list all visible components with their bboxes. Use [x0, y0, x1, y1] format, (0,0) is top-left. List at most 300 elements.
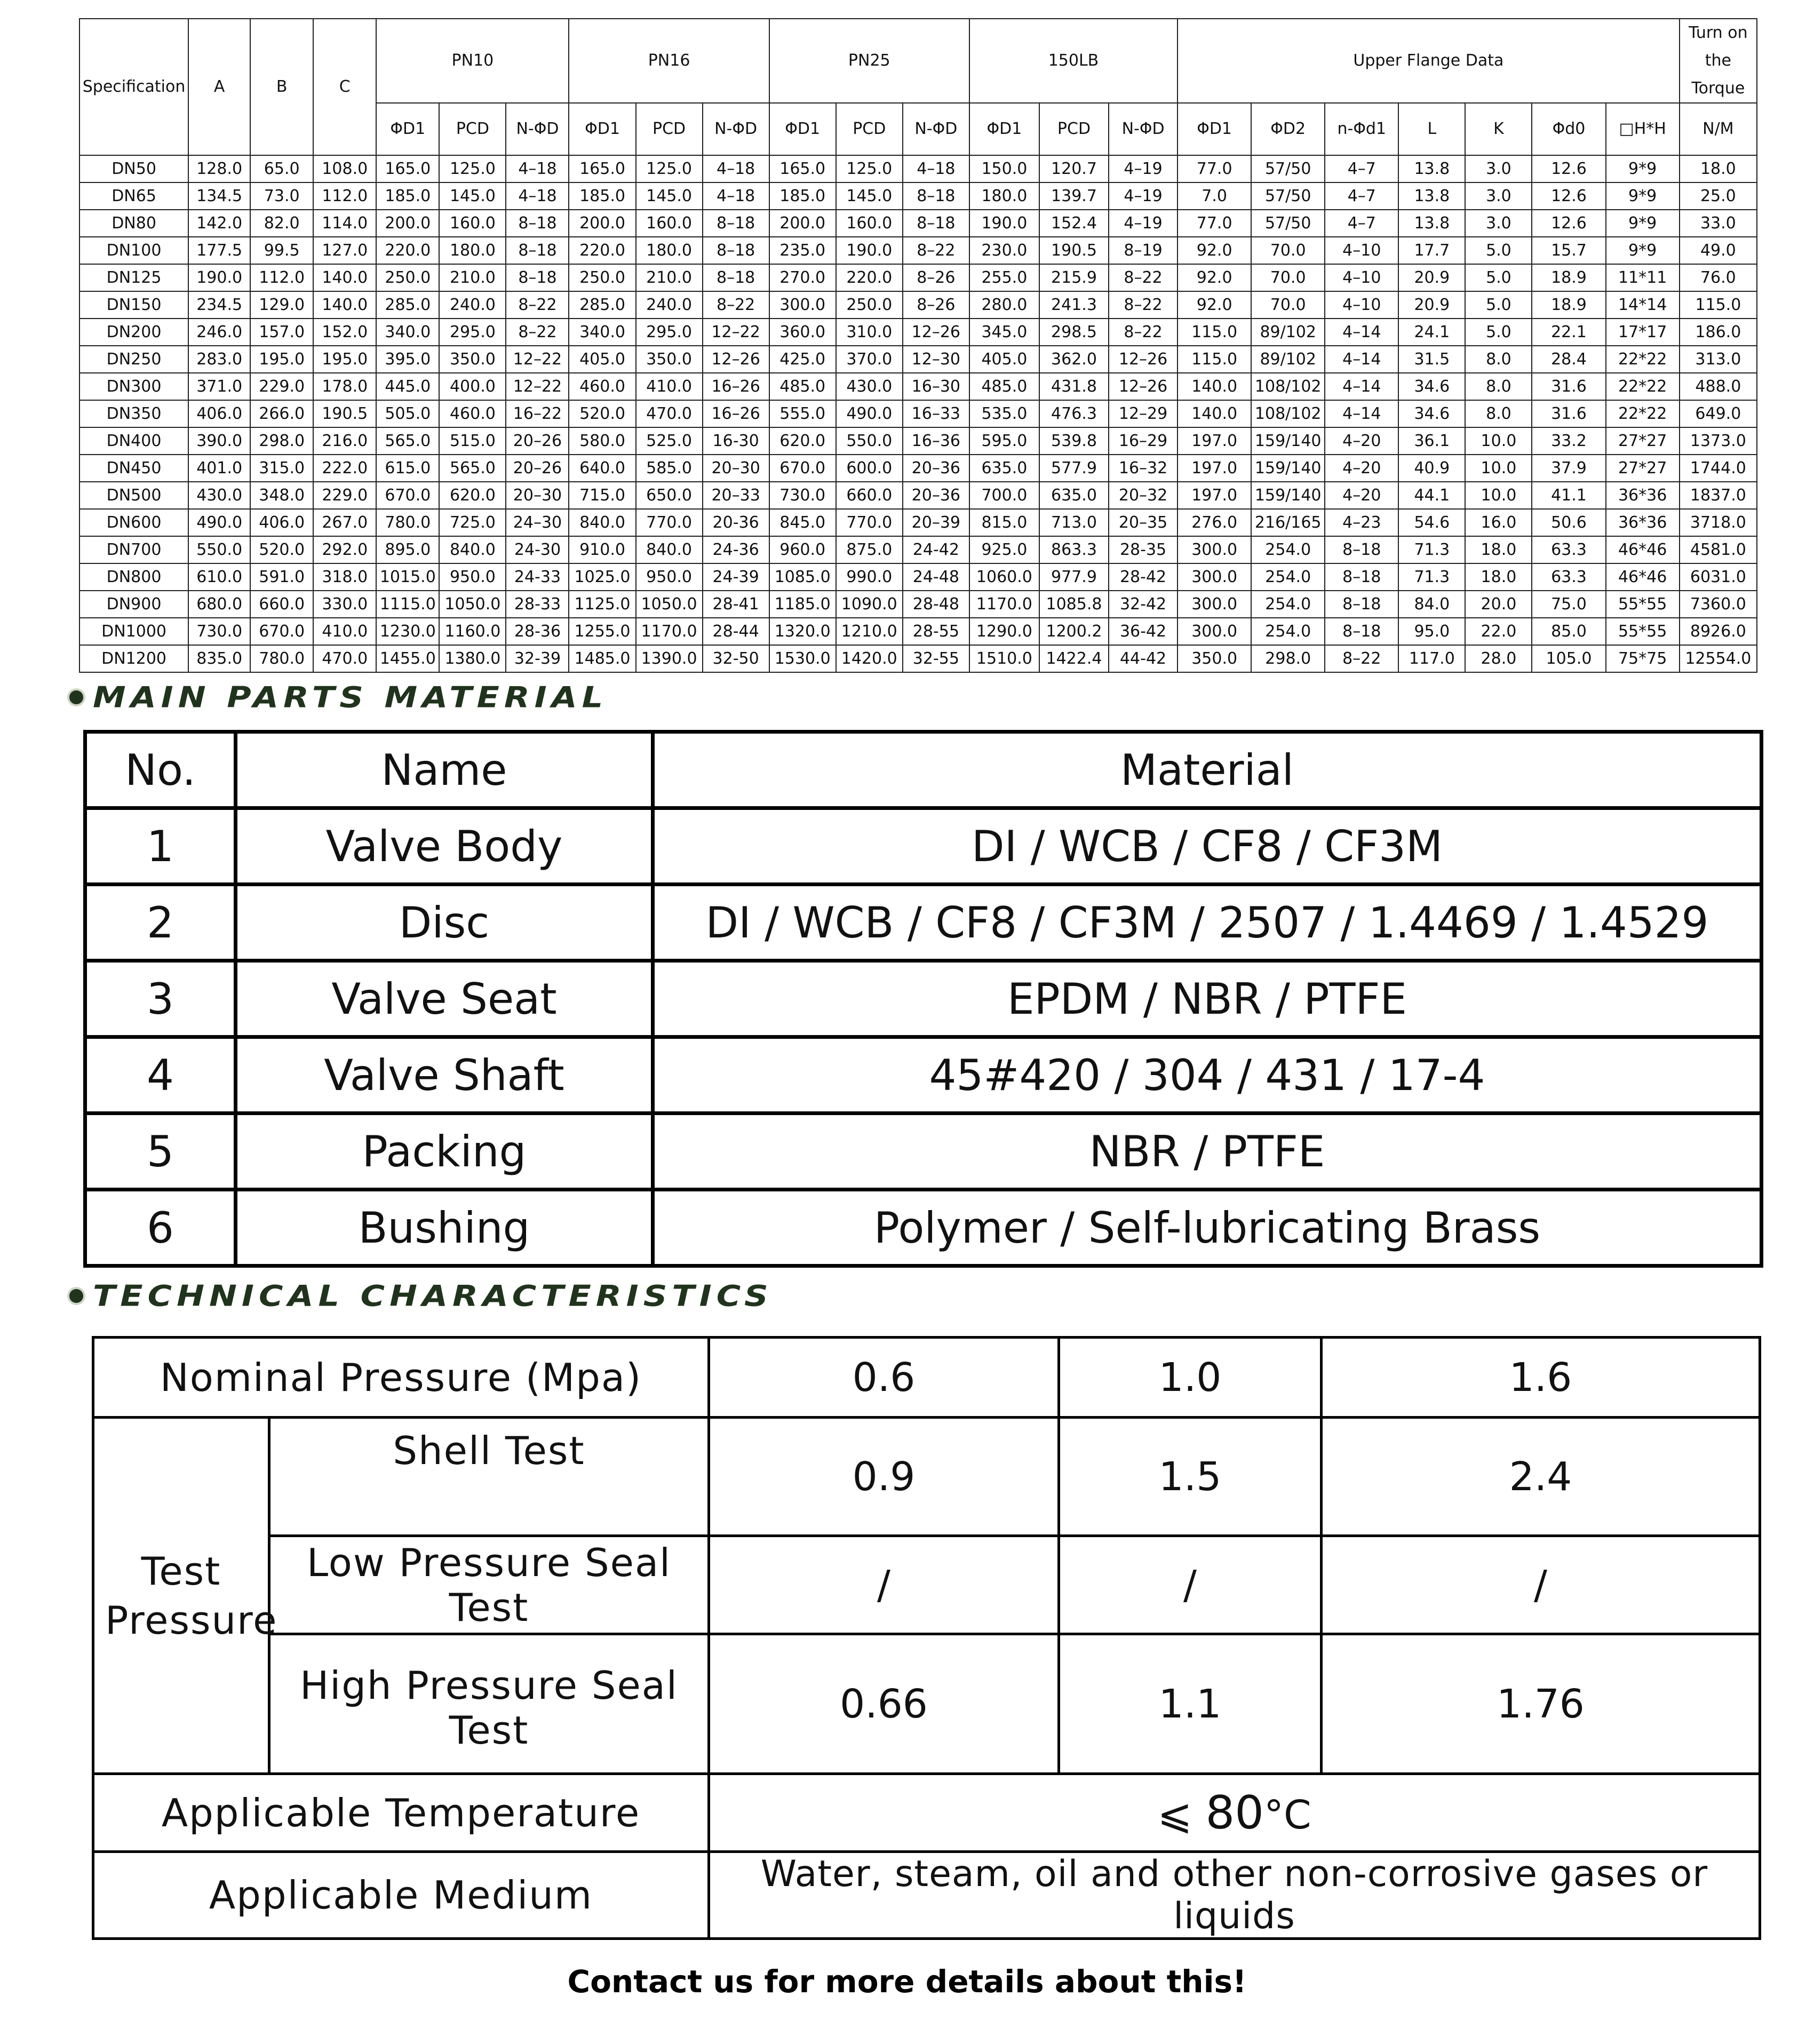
- spec-value-cell: 46*46: [1606, 563, 1680, 591]
- spec-value-cell: 152.4: [1039, 210, 1109, 237]
- spec-value-cell: 27*27: [1606, 427, 1680, 455]
- spec-value-cell: 20.9: [1398, 264, 1465, 291]
- spec-value-cell: 8–18: [1325, 563, 1398, 591]
- spec-value-cell: 5.0: [1465, 264, 1532, 291]
- spec-value-cell: 216/165: [1251, 509, 1325, 536]
- spec-value-cell: 254.0: [1251, 563, 1325, 591]
- parts-header-material: Material: [653, 732, 1762, 808]
- spec-value-cell: 55*55: [1606, 591, 1680, 618]
- less-equal-symbol: ⩽: [1157, 1790, 1192, 1839]
- spec-value-cell: 700.0: [969, 482, 1039, 509]
- spec-value-cell: 36*36: [1606, 482, 1680, 509]
- spec-value-cell: 12–26: [903, 319, 969, 346]
- spec-value-cell: 4–7: [1325, 155, 1398, 182]
- specification-table: [79, 18, 1757, 673]
- technical-heading-text: TECHNICAL CHARACTERISTICS: [93, 1278, 773, 1313]
- spec-size-cell: DN150: [79, 291, 188, 319]
- spec-value-cell: 22.0: [1465, 618, 1532, 645]
- spec-value-cell: 152.0: [313, 319, 376, 346]
- spec-value-cell: 255.0: [969, 264, 1039, 291]
- spec-value-cell: 340.0: [569, 319, 635, 346]
- spec-value-cell: 330.0: [313, 591, 376, 618]
- high-pressure-seal-row: [93, 1634, 1760, 1774]
- medium-label: Applicable Medium: [93, 1852, 709, 1939]
- header-pn10-pcd: PCD: [439, 103, 506, 155]
- spec-value-cell: 1085.8: [1039, 591, 1109, 618]
- temperature-unit: °C: [1263, 1792, 1311, 1838]
- parts-name-cell: Valve Body: [236, 808, 653, 885]
- spec-value-cell: 20–39: [903, 509, 969, 536]
- spec-value-cell: 134.5: [188, 182, 250, 210]
- parts-material-cell: DI / WCB / CF8 / CF3M / 2507 / 1.4469 / 1.4529: [653, 885, 1762, 961]
- spec-value-cell: 63.3: [1532, 536, 1605, 563]
- spec-value-cell: 32-55: [903, 645, 969, 672]
- spec-value-cell: 34.6: [1398, 400, 1465, 427]
- spec-value-cell: 1320.0: [769, 618, 836, 645]
- spec-value-cell: 12554.0: [1680, 645, 1757, 672]
- spec-value-cell: 10.0: [1465, 427, 1532, 455]
- header-upper-flange-data: Upper Flange Data: [1177, 19, 1680, 103]
- spec-value-cell: 370.0: [836, 346, 903, 373]
- header-pn25-n-phi-d: N-ΦD: [903, 103, 969, 155]
- spec-value-cell: 240.0: [439, 291, 506, 319]
- spec-value-cell: 92.0: [1177, 237, 1251, 264]
- spec-value-cell: 3.0: [1465, 182, 1532, 210]
- parts-row: [85, 1114, 1762, 1190]
- spec-value-cell: 12.6: [1532, 182, 1605, 210]
- spec-value-cell: 197.0: [1177, 455, 1251, 482]
- spec-value-cell: 73.0: [250, 182, 313, 210]
- header-150lb-n-phi-d: N-ΦD: [1109, 103, 1177, 155]
- parts-no-cell: 3: [85, 961, 236, 1037]
- spec-value-cell: 254.0: [1251, 591, 1325, 618]
- spec-value-cell: 840.0: [439, 536, 506, 563]
- spec-value-cell: 12–26: [1109, 373, 1177, 400]
- spec-value-cell: 470.0: [636, 400, 703, 427]
- medium-row: [93, 1852, 1760, 1939]
- temperature-label: Applicable Temperature: [93, 1774, 709, 1852]
- spec-value-cell: 300.0: [1177, 591, 1251, 618]
- spec-value-cell: 539.8: [1039, 427, 1109, 455]
- spec-value-cell: 362.0: [1039, 346, 1109, 373]
- spec-value-cell: 488.0: [1680, 373, 1757, 400]
- spec-value-cell: 27*27: [1606, 455, 1680, 482]
- header-pn16: PN16: [569, 19, 769, 103]
- spec-value-cell: 595.0: [969, 427, 1039, 455]
- spec-value-cell: 425.0: [769, 346, 836, 373]
- spec-value-cell: 16.0: [1465, 509, 1532, 536]
- spec-value-cell: 670.0: [250, 618, 313, 645]
- spec-value-cell: 20–35: [1109, 509, 1177, 536]
- spec-value-cell: 300.0: [1177, 563, 1251, 591]
- spec-value-cell: 1422.4: [1039, 645, 1109, 672]
- header-flange-phi-d0: Φd0: [1532, 103, 1605, 155]
- spec-value-cell: 430.0: [836, 373, 903, 400]
- parts-material-cell: NBR / PTFE: [653, 1114, 1762, 1190]
- spec-value-cell: 550.0: [836, 427, 903, 455]
- spec-value-cell: 159/140: [1251, 455, 1325, 482]
- nominal-pressure-value: 1.0: [1059, 1338, 1322, 1418]
- spec-value-cell: 5.0: [1465, 237, 1532, 264]
- spec-value-cell: 197.0: [1177, 482, 1251, 509]
- spec-value-cell: 950.0: [636, 563, 703, 591]
- header-150lb-pcd: PCD: [1039, 103, 1109, 155]
- spec-value-cell: 476.3: [1039, 400, 1109, 427]
- spec-value-cell: 4–19: [1109, 210, 1177, 237]
- spec-value-cell: 140.0: [313, 291, 376, 319]
- spec-value-cell: 185.0: [569, 182, 635, 210]
- nominal-pressure-value: 0.6: [709, 1338, 1059, 1418]
- spec-value-cell: 9*9: [1606, 210, 1680, 237]
- spec-value-cell: 4–10: [1325, 291, 1398, 319]
- spec-value-cell: 49.0: [1680, 237, 1757, 264]
- spec-value-cell: 127.0: [313, 237, 376, 264]
- spec-value-cell: 8–22: [506, 291, 569, 319]
- header-flange-phi-d1: ΦD1: [1177, 103, 1251, 155]
- spec-value-cell: 4–18: [903, 155, 969, 182]
- spec-value-cell: 1115.0: [376, 591, 439, 618]
- spec-value-cell: 520.0: [569, 400, 635, 427]
- parts-material-cell: DI / WCB / CF8 / CF3M: [653, 808, 1762, 885]
- spec-value-cell: 16–22: [506, 400, 569, 427]
- spec-value-cell: 875.0: [836, 536, 903, 563]
- spec-value-cell: 610.0: [188, 563, 250, 591]
- spec-value-cell: 28.4: [1532, 346, 1605, 373]
- spec-value-cell: 117.0: [1398, 645, 1465, 672]
- spec-value-cell: 99.5: [250, 237, 313, 264]
- spec-value-cell: 9*9: [1606, 155, 1680, 182]
- spec-value-cell: 1060.0: [969, 563, 1039, 591]
- spec-value-cell: 28-42: [1109, 563, 1177, 591]
- spec-value-cell: 4–10: [1325, 264, 1398, 291]
- parts-name-cell: Packing: [236, 1114, 653, 1190]
- test-pressure-label: Test Pressure: [93, 1418, 269, 1774]
- spec-value-cell: 185.0: [376, 182, 439, 210]
- nominal-pressure-value: 1.6: [1322, 1338, 1760, 1418]
- spec-value-cell: 20–26: [506, 455, 569, 482]
- spec-value-cell: 470.0: [313, 645, 376, 672]
- spec-value-cell: 410.0: [313, 618, 376, 645]
- spec-value-cell: 200.0: [376, 210, 439, 237]
- spec-value-cell: 112.0: [250, 264, 313, 291]
- spec-value-cell: 20–26: [506, 427, 569, 455]
- spec-value-cell: 485.0: [769, 373, 836, 400]
- spec-value-cell: 36*36: [1606, 509, 1680, 536]
- spec-value-cell: 112.0: [313, 182, 376, 210]
- parts-row: [85, 885, 1762, 961]
- spec-value-cell: 13.8: [1398, 210, 1465, 237]
- spec-value-cell: 16–32: [1109, 455, 1177, 482]
- header-pn16-pcd: PCD: [636, 103, 703, 155]
- round-bullet-icon: [69, 690, 83, 704]
- spec-value-cell: 55*55: [1606, 618, 1680, 645]
- parts-name-cell: Valve Seat: [236, 961, 653, 1037]
- spec-value-cell: 406.0: [188, 400, 250, 427]
- spec-row: [79, 182, 1757, 210]
- spec-value-cell: 390.0: [188, 427, 250, 455]
- spec-value-cell: 57/50: [1251, 210, 1325, 237]
- spec-size-cell: DN700: [79, 536, 188, 563]
- spec-value-cell: 70.0: [1251, 291, 1325, 319]
- spec-value-cell: 140.0: [313, 264, 376, 291]
- shell-test-value: 2.4: [1322, 1418, 1760, 1536]
- spec-value-cell: 715.0: [569, 482, 635, 509]
- header-pn10-n-phi-d: N-ΦD: [506, 103, 569, 155]
- spec-value-cell: 8–22: [703, 291, 769, 319]
- spec-size-cell: DN50: [79, 155, 188, 182]
- spec-value-cell: 460.0: [439, 400, 506, 427]
- spec-value-cell: 1170.0: [969, 591, 1039, 618]
- parts-no-cell: 2: [85, 885, 236, 961]
- spec-value-cell: 8–26: [903, 264, 969, 291]
- spec-value-cell: 33.2: [1532, 427, 1605, 455]
- spec-value-cell: 620.0: [439, 482, 506, 509]
- spec-value-cell: 17.7: [1398, 237, 1465, 264]
- parts-material-cell: EPDM / NBR / PTFE: [653, 961, 1762, 1037]
- temperature-row: [93, 1774, 1760, 1852]
- spec-value-cell: 725.0: [439, 509, 506, 536]
- spec-value-cell: 1455.0: [376, 645, 439, 672]
- spec-value-cell: 8–18: [506, 210, 569, 237]
- header-a: A: [188, 19, 250, 155]
- low-pressure-seal-value: /: [1059, 1536, 1322, 1634]
- spec-header-row-1: [79, 19, 1757, 103]
- spec-row: [79, 427, 1757, 455]
- spec-value-cell: 16–29: [1109, 427, 1177, 455]
- spec-value-cell: 1744.0: [1680, 455, 1757, 482]
- spec-size-cell: DN300: [79, 373, 188, 400]
- spec-value-cell: 41.1: [1532, 482, 1605, 509]
- spec-value-cell: 197.0: [1177, 427, 1251, 455]
- spec-value-cell: 114.0: [313, 210, 376, 237]
- spec-value-cell: 350.0: [1177, 645, 1251, 672]
- spec-value-cell: 13.8: [1398, 155, 1465, 182]
- spec-value-cell: 105.0: [1532, 645, 1605, 672]
- spec-value-cell: 580.0: [569, 427, 635, 455]
- spec-value-cell: 8–22: [1109, 319, 1177, 346]
- spec-value-cell: 670.0: [376, 482, 439, 509]
- spec-value-cell: 28-36: [506, 618, 569, 645]
- spec-value-cell: 13.8: [1398, 182, 1465, 210]
- spec-size-cell: DN500: [79, 482, 188, 509]
- header-pn10-phi-d1: ΦD1: [376, 103, 439, 155]
- spec-value-cell: 12–30: [903, 346, 969, 373]
- header-torque: Turn on the Torque: [1680, 19, 1757, 103]
- spec-value-cell: 57/50: [1251, 155, 1325, 182]
- spec-row: [79, 591, 1757, 618]
- spec-value-cell: 4–14: [1325, 319, 1398, 346]
- spec-value-cell: 8.0: [1465, 346, 1532, 373]
- spec-value-cell: 4–10: [1325, 237, 1398, 264]
- spec-value-cell: 350.0: [439, 346, 506, 373]
- spec-value-cell: 285.0: [569, 291, 635, 319]
- parts-material-cell: 45#420 / 304 / 431 / 17-4: [653, 1037, 1762, 1114]
- spec-value-cell: 267.0: [313, 509, 376, 536]
- header-specification: Specification: [79, 19, 188, 155]
- spec-value-cell: 7360.0: [1680, 591, 1757, 618]
- spec-value-cell: 310.0: [836, 319, 903, 346]
- spec-value-cell: 115.0: [1680, 291, 1757, 319]
- spec-value-cell: 520.0: [250, 536, 313, 563]
- spec-value-cell: 230.0: [969, 237, 1039, 264]
- spec-value-cell: 140.0: [1177, 400, 1251, 427]
- spec-size-cell: DN900: [79, 591, 188, 618]
- spec-value-cell: 17*17: [1606, 319, 1680, 346]
- spec-value-cell: 190.5: [313, 400, 376, 427]
- spec-value-cell: 585.0: [636, 455, 703, 482]
- spec-value-cell: 770.0: [636, 509, 703, 536]
- spec-size-cell: DN600: [79, 509, 188, 536]
- spec-row: [79, 618, 1757, 645]
- spec-value-cell: 6031.0: [1680, 563, 1757, 591]
- spec-value-cell: 4–7: [1325, 182, 1398, 210]
- spec-value-cell: 20–33: [703, 482, 769, 509]
- spec-value-cell: 1230.0: [376, 618, 439, 645]
- spec-value-cell: 140.0: [1177, 373, 1251, 400]
- spec-value-cell: 71.3: [1398, 563, 1465, 591]
- spec-value-cell: 635.0: [1039, 482, 1109, 509]
- spec-value-cell: 348.0: [250, 482, 313, 509]
- spec-value-cell: 977.9: [1039, 563, 1109, 591]
- spec-value-cell: 108.0: [313, 155, 376, 182]
- spec-value-cell: 713.0: [1039, 509, 1109, 536]
- spec-value-cell: 89/102: [1251, 319, 1325, 346]
- spec-value-cell: 4–14: [1325, 346, 1398, 373]
- spec-value-cell: 18.0: [1465, 536, 1532, 563]
- spec-size-cell: DN80: [79, 210, 188, 237]
- spec-size-cell: DN450: [79, 455, 188, 482]
- spec-value-cell: 24-36: [703, 536, 769, 563]
- spec-size-cell: DN400: [79, 427, 188, 455]
- specification-table-container: [79, 18, 1757, 673]
- spec-value-cell: 276.0: [1177, 509, 1251, 536]
- spec-row: [79, 373, 1757, 400]
- spec-value-cell: 10.0: [1465, 455, 1532, 482]
- spec-value-cell: 1085.0: [769, 563, 836, 591]
- spec-value-cell: 216.0: [313, 427, 376, 455]
- spec-value-cell: 145.0: [439, 182, 506, 210]
- technical-characteristics-table: [92, 1336, 1761, 1940]
- spec-value-cell: 31.5: [1398, 346, 1465, 373]
- spec-value-cell: 635.0: [969, 455, 1039, 482]
- spec-value-cell: 115.0: [1177, 319, 1251, 346]
- spec-value-cell: 12–22: [506, 346, 569, 373]
- spec-value-cell: 505.0: [376, 400, 439, 427]
- main-parts-table: [83, 730, 1763, 1268]
- spec-value-cell: 84.0: [1398, 591, 1465, 618]
- spec-value-cell: 128.0: [188, 155, 250, 182]
- spec-value-cell: 1050.0: [439, 591, 506, 618]
- low-pressure-seal-value: /: [709, 1536, 1059, 1634]
- parts-row: [85, 1190, 1762, 1266]
- spec-value-cell: 76.0: [1680, 264, 1757, 291]
- spec-value-cell: 4–20: [1325, 482, 1398, 509]
- spec-value-cell: 555.0: [769, 400, 836, 427]
- spec-value-cell: 283.0: [188, 346, 250, 373]
- spec-value-cell: 1373.0: [1680, 427, 1757, 455]
- spec-value-cell: 895.0: [376, 536, 439, 563]
- spec-value-cell: 177.5: [188, 237, 250, 264]
- spec-value-cell: 300.0: [1177, 618, 1251, 645]
- spec-value-cell: 925.0: [969, 536, 1039, 563]
- spec-value-cell: 150.0: [969, 155, 1039, 182]
- spec-size-cell: DN65: [79, 182, 188, 210]
- spec-value-cell: 950.0: [439, 563, 506, 591]
- spec-value-cell: 115.0: [1177, 346, 1251, 373]
- spec-value-cell: 22*22: [1606, 346, 1680, 373]
- spec-value-cell: 4–18: [506, 155, 569, 182]
- spec-value-cell: 71.3: [1398, 536, 1465, 563]
- spec-value-cell: 660.0: [836, 482, 903, 509]
- spec-value-cell: 25.0: [1680, 182, 1757, 210]
- spec-value-cell: 185.0: [769, 182, 836, 210]
- spec-value-cell: 340.0: [376, 319, 439, 346]
- spec-value-cell: 18.0: [1680, 155, 1757, 182]
- spec-value-cell: 33.0: [1680, 210, 1757, 237]
- spec-value-cell: 220.0: [569, 237, 635, 264]
- parts-row: [85, 1037, 1762, 1114]
- spec-value-cell: 12.6: [1532, 155, 1605, 182]
- spec-value-cell: 108/102: [1251, 400, 1325, 427]
- spec-value-cell: 600.0: [836, 455, 903, 482]
- spec-value-cell: 229.0: [250, 373, 313, 400]
- spec-value-cell: 405.0: [569, 346, 635, 373]
- spec-row: [79, 536, 1757, 563]
- spec-size-cell: DN125: [79, 264, 188, 291]
- header-c: C: [313, 19, 376, 155]
- parts-row: [85, 808, 1762, 885]
- spec-value-cell: 37.9: [1532, 455, 1605, 482]
- spec-value-cell: 8.0: [1465, 373, 1532, 400]
- spec-value-cell: 1125.0: [569, 591, 635, 618]
- spec-value-cell: 401.0: [188, 455, 250, 482]
- spec-value-cell: 165.0: [569, 155, 635, 182]
- medium-value: Water, steam, oil and other non-corrosive gases or liquids: [709, 1852, 1760, 1939]
- spec-value-cell: 180.0: [969, 182, 1039, 210]
- spec-row: [79, 509, 1757, 536]
- spec-value-cell: 77.0: [1177, 155, 1251, 182]
- spec-value-cell: 670.0: [769, 455, 836, 482]
- spec-value-cell: 180.0: [636, 237, 703, 264]
- spec-value-cell: 565.0: [439, 455, 506, 482]
- spec-value-cell: 15.7: [1532, 237, 1605, 264]
- spec-row: [79, 237, 1757, 264]
- spec-value-cell: 63.3: [1532, 563, 1605, 591]
- spec-value-cell: 1530.0: [769, 645, 836, 672]
- spec-value-cell: 3.0: [1465, 210, 1532, 237]
- spec-value-cell: 18.9: [1532, 264, 1605, 291]
- spec-value-cell: 298.5: [1039, 319, 1109, 346]
- spec-value-cell: 190.5: [1039, 237, 1109, 264]
- spec-value-cell: 159/140: [1251, 427, 1325, 455]
- spec-value-cell: 28-33: [506, 591, 569, 618]
- header-150lb: 150LB: [969, 19, 1177, 103]
- spec-value-cell: 8–22: [1109, 264, 1177, 291]
- spec-value-cell: 300.0: [1177, 536, 1251, 563]
- shell-test-value: 1.5: [1059, 1418, 1322, 1536]
- spec-value-cell: 95.0: [1398, 618, 1465, 645]
- spec-row: [79, 563, 1757, 591]
- spec-value-cell: 12–26: [1109, 346, 1177, 373]
- spec-value-cell: 50.6: [1532, 509, 1605, 536]
- spec-value-cell: 485.0: [969, 373, 1039, 400]
- spec-value-cell: 16–26: [703, 373, 769, 400]
- spec-value-cell: 313.0: [1680, 346, 1757, 373]
- spec-value-cell: 285.0: [376, 291, 439, 319]
- spec-value-cell: 145.0: [836, 182, 903, 210]
- spec-value-cell: 863.3: [1039, 536, 1109, 563]
- spec-value-cell: 8–26: [903, 291, 969, 319]
